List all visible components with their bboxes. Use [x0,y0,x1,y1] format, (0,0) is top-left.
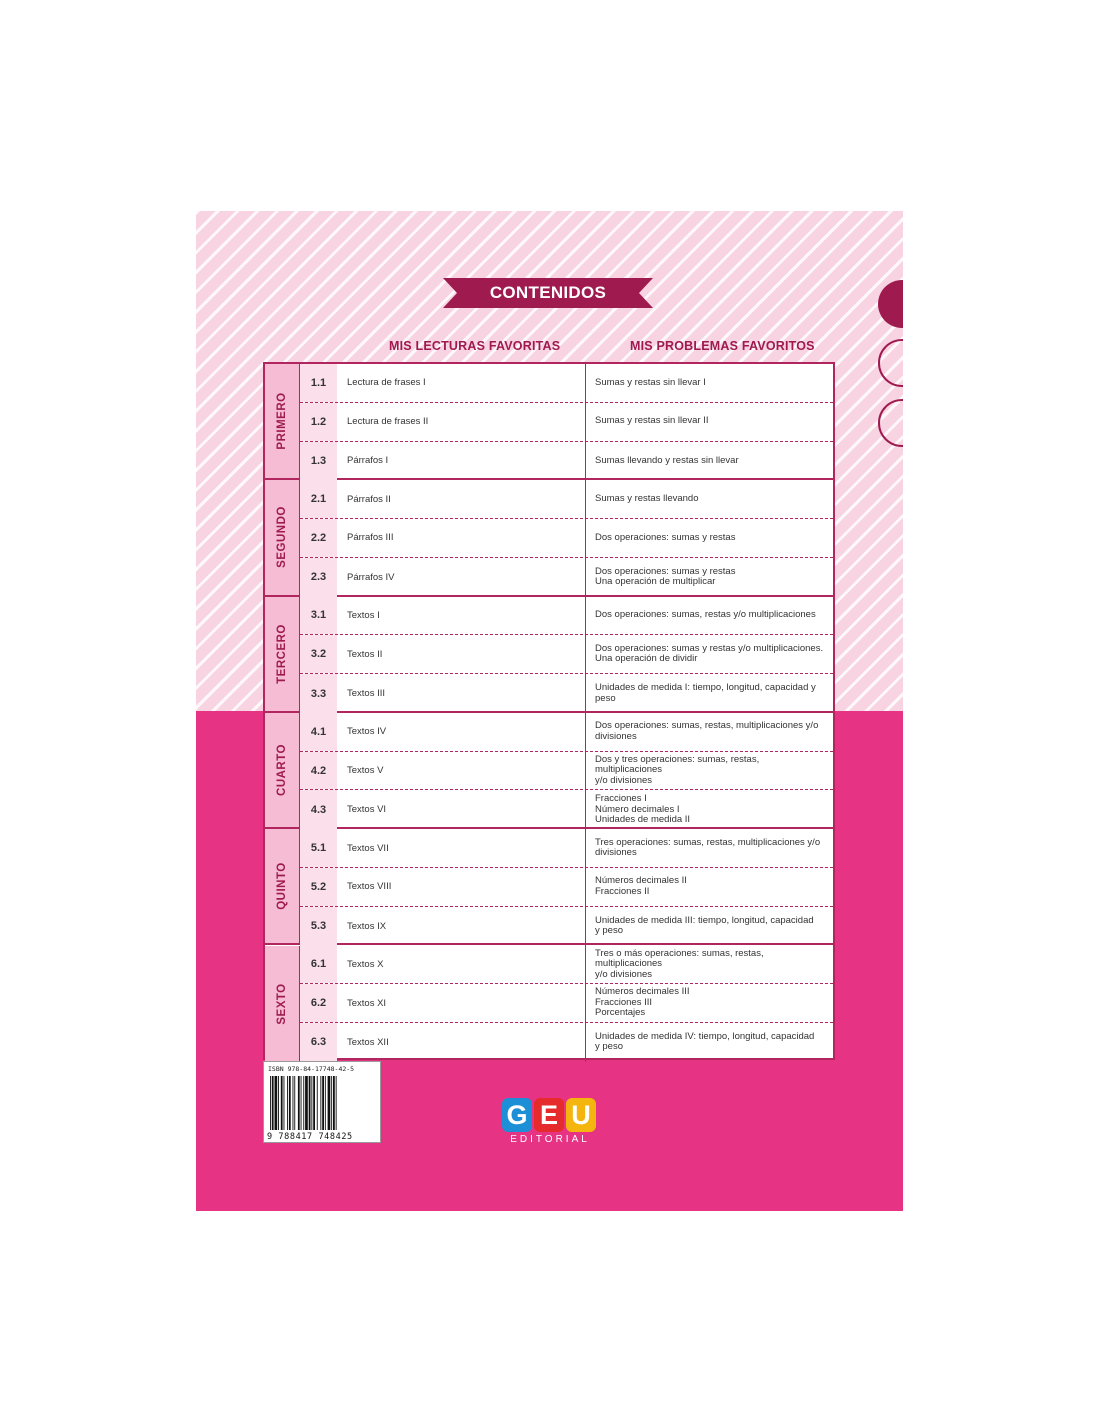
barcode-bar [317,1076,318,1130]
grade-name: QUINTO [276,862,288,911]
barcode-bar [313,1076,315,1130]
problem-description [595,558,827,597]
problem-line: peso [595,692,616,704]
grade-section [265,829,833,945]
problem-description [595,635,827,673]
reading-title: Textos III [347,688,386,700]
lesson-number: 1.1 [300,364,337,402]
column-divider [585,519,586,557]
column-divider [585,713,586,751]
problem-line: divisiones [595,847,637,859]
problem-line: Dos operaciones: sumas, restas y/o multiplicaciones [595,609,816,621]
lesson-number: 6.3 [300,1023,337,1062]
problem-description [595,674,827,713]
problem-line: Una operación de multiplicar [595,576,716,588]
reading-title: Lectura de frases I [347,377,426,389]
reading-title: Textos I [347,609,380,621]
problem-description [595,364,827,402]
grade-name: PRIMERO [276,392,288,450]
column-divider [585,403,586,441]
problem-line: Número decimales I [595,803,680,815]
column-divider [585,480,586,518]
problem-line: Porcentajes [595,1007,646,1019]
problem-line: Fracciones III [595,996,653,1008]
problem-line: Tres o más operaciones: sumas, restas, multiplicaciones [595,947,764,970]
grade-label [265,829,300,943]
problem-line: y/o divisiones [595,774,653,786]
grade-label [265,713,300,827]
barcode-bar [270,1076,271,1130]
problem-description [595,984,827,1022]
logo-letter-e: E [534,1098,564,1132]
barcode-bar [322,1076,324,1130]
barcode-bar [331,1076,332,1130]
column-divider [585,868,586,906]
table-row [300,790,833,829]
lesson-number: 2.3 [300,558,337,597]
grade-name: TERCERO [276,623,288,684]
barcode-bar [294,1076,295,1130]
problem-line: Números decimales III [595,986,690,998]
reading-title: Lectura de frases II [347,416,429,428]
grade-name: SEXTO [276,983,288,1025]
reading-title: Textos IV [347,726,387,738]
problem-line: divisiones [595,730,637,742]
problem-line: Tres operaciones: sumas, restas, multiplicaciones y/o [595,836,821,848]
grade-label [265,364,300,478]
problem-description [595,752,827,790]
geu-editorial-logo [502,1098,598,1148]
table-row [300,480,833,519]
column-divider [585,907,586,946]
reading-title: Párrafos II [347,493,391,505]
barcode-bar [281,1076,283,1130]
barcode-bar [289,1076,291,1130]
problem-description [595,907,827,946]
problem-line: Unidades de medida IV: tiempo, longitud, capacidad [595,1030,815,1042]
column-divider [585,558,586,597]
barcode-bar [311,1076,312,1130]
problem-description [595,713,827,751]
problem-line: Dos y tres operaciones: sumas, restas, multiplicaciones [595,753,760,776]
column-divider [585,790,586,829]
problem-line: y peso [595,925,623,937]
problem-description [595,790,827,829]
problem-line: Fracciones I [595,793,647,805]
barcode-bar [287,1076,288,1130]
problem-line: Dos operaciones: sumas y restas y/o multiplicaciones. [595,642,824,654]
table-row [300,442,833,481]
reading-title: Textos VIII [347,881,392,893]
lesson-number: 3.3 [300,674,337,713]
table-row [300,558,833,597]
column-divider [585,635,586,673]
problem-line: Sumas y restas llevando [595,492,699,504]
table-row [300,597,833,636]
lesson-number: 6.2 [300,984,337,1022]
grade-name: SEGUNDO [276,506,288,569]
grade-section [265,946,833,1062]
lesson-number: 4.1 [300,713,337,751]
column-divider [585,364,586,402]
problem-description [595,597,827,635]
lesson-number: 1.2 [300,403,337,441]
problem-line: Dos operaciones: sumas, restas, multiplicaciones y/o [595,720,819,732]
problem-description [595,519,827,557]
reading-title: Textos VII [347,842,389,854]
table-row [300,829,833,868]
problem-description [595,442,827,481]
problem-line: Fracciones II [595,885,650,897]
problem-line: Dos operaciones: sumas y restas [595,565,736,577]
lesson-number: 6.1 [300,946,337,984]
lesson-number: 4.2 [300,752,337,790]
grade-label [265,480,300,594]
isbn-label: ISBN 978-84-17748-42-5 [268,1065,355,1073]
problem-line: Sumas y restas sin llevar II [595,415,709,427]
lesson-number: 4.3 [300,790,337,829]
barcode-bar [305,1076,308,1130]
book-back-cover [196,211,903,1211]
logo-subtitle: EDITORIAL [510,1134,590,1145]
lesson-number: 2.2 [300,519,337,557]
grade-label [265,597,300,711]
barcode-number: 9 788417 748425 [267,1132,353,1142]
reading-title: Textos II [347,648,383,660]
problem-line: Unidades de medida II [595,814,691,826]
table-row [300,752,833,791]
lesson-number: 5.2 [300,868,337,906]
problem-description [595,946,827,984]
column-divider [585,984,586,1022]
column-divider [585,829,586,867]
reading-title: Textos V [347,765,384,777]
table-row [300,674,833,713]
column-divider [585,752,586,790]
column-divider [585,674,586,713]
reading-title: Párrafos I [347,455,389,467]
grade-section [265,713,833,829]
problem-line: y peso [595,1041,623,1053]
reading-title: Textos XI [347,997,387,1009]
barcode-bar [336,1076,337,1130]
barcode-bar [333,1076,335,1130]
problem-description [595,868,827,906]
barcode-bar [298,1076,300,1130]
barcode-bars [270,1076,376,1132]
barcode-bar [301,1076,302,1130]
barcode-bar [293,1076,294,1130]
table-row [300,519,833,558]
table-row [300,868,833,907]
lesson-number: 3.1 [300,597,337,635]
lesson-number: 2.1 [300,480,337,518]
problem-line: Unidades de medida I: tiempo, longitud, capacidad y [595,682,816,694]
lesson-number: 1.3 [300,442,337,481]
table-row [300,1023,833,1062]
grade-section [265,480,833,596]
column-header-problems: MIS PROBLEMAS FAVORITOS [630,339,815,353]
grade-label [265,946,300,1062]
barcode-bar [320,1076,321,1130]
reading-title: Párrafos IV [347,571,395,583]
column-divider [585,597,586,635]
barcode [263,1061,381,1143]
problem-description [595,480,827,518]
barcode-bar [278,1076,279,1130]
lesson-number: 5.3 [300,907,337,946]
barcode-bar [284,1076,285,1130]
problem-line: Números decimales II [595,875,687,887]
barcode-bar [325,1076,326,1130]
column-divider [585,1023,586,1062]
column-divider [585,946,586,984]
grade-name: CUARTO [276,744,288,797]
reading-title: Textos XII [347,1036,389,1048]
page-title: CONTENIDOS [489,283,607,302]
table-row [300,907,833,946]
barcode-bar [272,1076,274,1130]
problem-line: y/o divisiones [595,968,653,980]
logo-letter-g: G [502,1098,532,1132]
problem-line: Sumas y restas sin llevar I [595,376,706,388]
grade-section [265,364,833,480]
problem-line: Unidades de medida III: tiempo, longitud, capacidad [595,914,814,926]
table-row [300,713,833,752]
table-row [300,403,833,442]
barcode-bar [328,1076,331,1130]
problem-line: Sumas llevando y restas sin llevar [595,454,739,466]
contents-table [263,362,835,1060]
barcode-bar [309,1076,311,1130]
reading-title: Textos IX [347,920,387,932]
lesson-number: 5.1 [300,829,337,867]
problem-description [595,829,827,867]
problem-description [595,1023,827,1062]
table-row [300,364,833,403]
table-row [300,635,833,674]
title-ribbon [443,278,653,308]
barcode-bar [303,1076,304,1130]
table-row [300,946,833,985]
problem-line: Una operación de dividir [595,653,698,665]
reading-title: Párrafos III [347,532,394,544]
reading-title: Textos VI [347,804,387,816]
barcode-bar [275,1076,278,1130]
column-header-readings: MIS LECTURAS FAVORITAS [389,339,561,353]
lesson-number: 3.2 [300,635,337,673]
problem-description [595,403,827,441]
problem-line: Dos operaciones: sumas y restas [595,531,736,543]
grade-section [265,597,833,713]
table-row [300,984,833,1023]
column-divider [585,442,586,481]
logo-letter-u: U [566,1098,596,1132]
reading-title: Textos X [347,958,384,970]
